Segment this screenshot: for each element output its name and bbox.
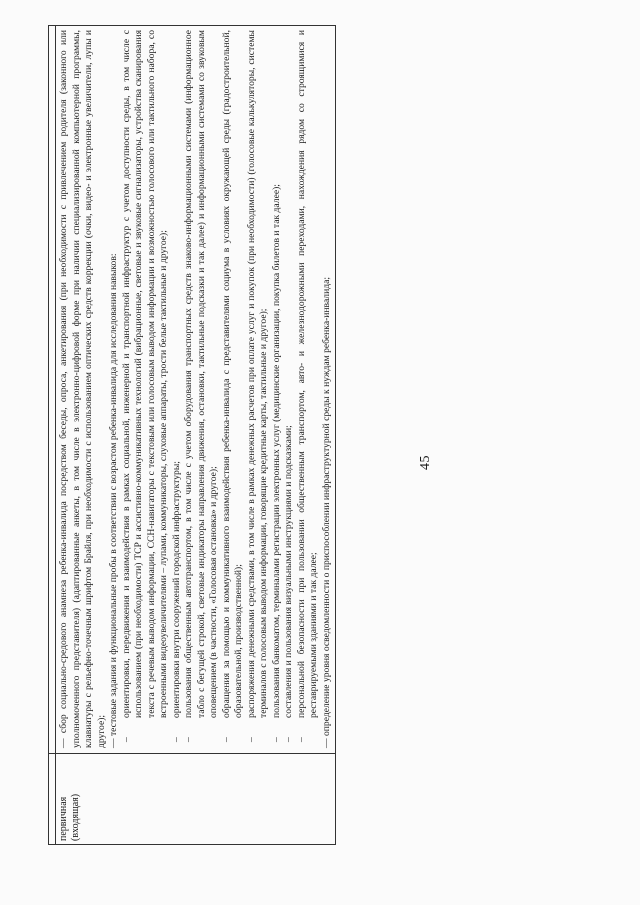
- empty-cell: [49, 754, 56, 845]
- list-item: – ориентировки, передвижения и взаимодействия в рамках социальной, инженерной и транспортной инфраструктур с учетом доступности среды, в том числе с использованием (при необходимости) ТСР и ассистивно-коммуникативных технологий (вибрационные, световые и звуковые сигнализаторы, устройства сканирования текста с речевым выводом информации, ССН-навигаторы с текстовым или голосовым выводом информации и возможностью голосового или тактильного набора, со встроенными видеоувеличителями – лупами, коммуникаторы, слуховые аппараты, трости белые тактильные и другое);: [121, 30, 171, 748]
- list-item: – распоряжения денежными средствами, в том числе в рамках денежных расчетов при оплате услуг и покупок (при необходимости) (голосовые калькуляторы, системы терминалов с голосовым выводом информации, говорящие кредитные карты, тактильные и другое);: [246, 30, 271, 748]
- paragraph-closing: — определение уровня осведомленности о приспособлении инфраструктурной среды к нуждам ребенка-инвалида;: [320, 276, 332, 748]
- content-table: [48, 25, 336, 845]
- paragraph-tests: — тестовые задания и функциональные пробы в соответствии с возрастом ребенка-инвалида для исследования навыков:: [108, 253, 119, 748]
- list-item: – пользования банкоматом, терминалами регистрации электронных услуг (медицинские организации, покупка билетов и так далее);: [271, 30, 284, 748]
- paragraph-anamnesis: — сбор социально-средового анамнеза ребенка-инвалида посредством беседы, опроса, анкетирования (при необходимости с привлечением родителя (законного или уполномоченного представителя) (адаптированные анкеты, в том числе в электронно-цифровой форме при наличии специализированной компьютерной программы, клавиатуры с рельефно-точечным шрифтом Брайля, при необходимости с использованием оптических средств коррекции (очки, видео- и электронные увеличители, лупы и другое);: [58, 30, 107, 748]
- list-item: – составления и пользования визуальными инструкциями и подсказками;: [283, 30, 296, 748]
- page-number: 45: [418, 455, 433, 470]
- stage-label: первичная (входящая): [56, 754, 336, 845]
- stage-content: [56, 26, 336, 754]
- skills-list: [121, 30, 321, 748]
- table-row: [56, 26, 336, 845]
- list-item: – обращения за помощью и коммуникативного взаимодействия ребенка-инвалида с представителями социума в условиях окружающей среды (градостроительной, образовательной, производственной);: [221, 30, 246, 748]
- list-item: – персональной безопасности при пользовании общественным транспортом, авто- и железнодорожными переходами, нахождения рядом со строящимися и реставрируемыми зданиями и так далее;: [296, 30, 321, 748]
- table-top-row: [49, 26, 56, 845]
- list-item: – пользования общественным автотранспортом, в том числе с учетом оборудования транспортных средств знаково-информационными системами (информационное табло с бегущей строкой, световые индикаторы направления движения, остановки, тактильные подсказки и так далее) и информационными системами со звуковым оповещением (в частности, «Голосовая остановка» и другое);: [183, 30, 221, 748]
- empty-cell: [49, 26, 56, 754]
- list-item: – ориентировки внутри сооружений городской инфраструктуры;: [171, 30, 184, 748]
